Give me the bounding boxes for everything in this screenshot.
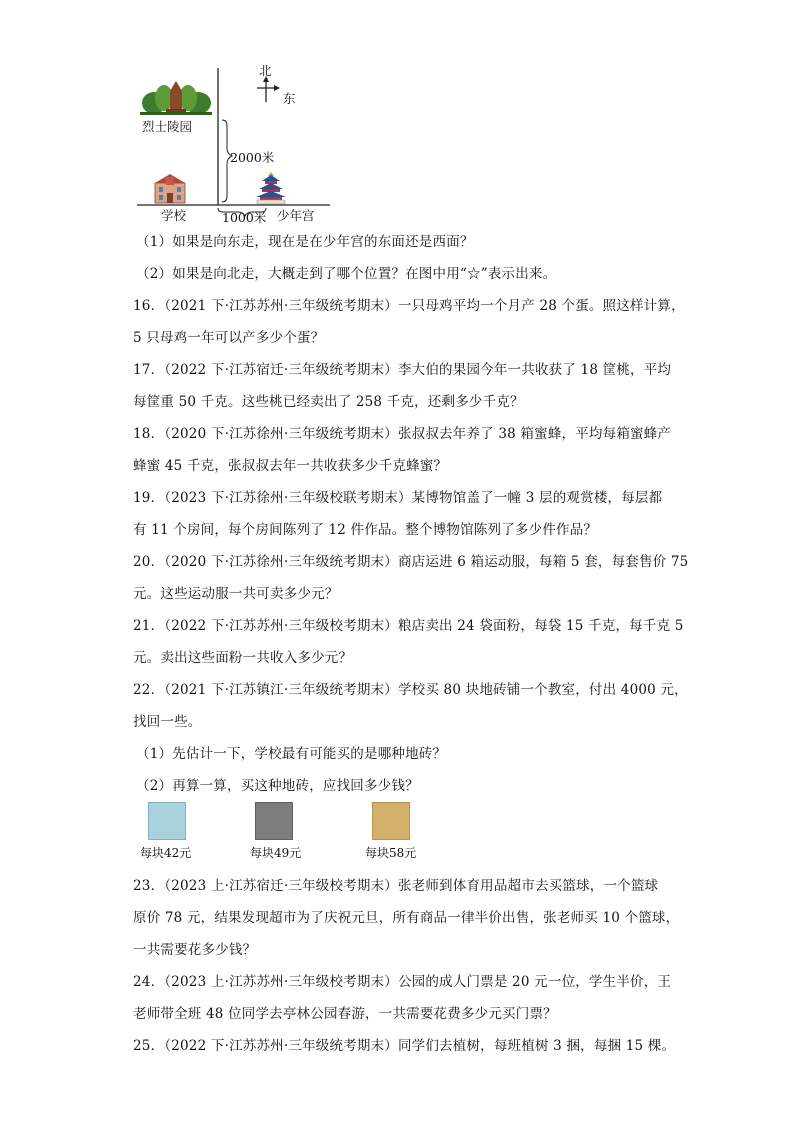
question-21-line2: 元。卖出这些面粉一共收入多少元？ (133, 650, 353, 666)
tile-swatch-58 (372, 802, 410, 840)
question-22-line2: 找回一些。 (133, 714, 202, 730)
question-17-line2: 每筐重 50 千克。这些桃已经卖出了 258 千克，还剩多少千克？ (133, 394, 524, 410)
school-label: 学校 (161, 208, 187, 223)
palace-label: 少年宫 (277, 208, 315, 223)
tile-swatch-42 (148, 802, 186, 840)
question-23-line3: 一共需要花多少钱？ (133, 942, 257, 958)
compass-east-label: 东 (283, 91, 296, 106)
question-15-part1: （1）如果是向东走，现在是在少年宫的东面还是西面？ (136, 234, 474, 250)
question-19-line2: 有 11 个房间，每个房间陈列了 12 件作品。整个博物馆陈列了多少件作品？ (133, 522, 598, 538)
question-25-line1: 25．（2022 下·江苏苏州·三年级统考期末）同学们去植树，每班植树 3 捆，每捆 15 棵。 (133, 1038, 676, 1054)
question-22-line1: 22．（2021 下·江苏镇江·三年级统考期末）学校买 80 块地砖铺一个教室，付出 4000 元， (133, 682, 688, 698)
tile-caption-49: 每块49元 (250, 846, 302, 860)
question-20-line1: 20．（2020 下·江苏徐州·三年级统考期末）商店运进 6 箱运动服，每箱 5 套，每套售价 75 (133, 554, 689, 570)
question-16-line2: 5 只母鸡一年可以产多少个蛋？ (133, 330, 325, 346)
question-24-line1: 24．（2023 上·江苏苏州·三年级校考期末）公园的成人门票是 20 元一位，学生半价，王 (133, 974, 672, 990)
question-19-line1: 19．（2023 下·江苏徐州·三年级校联考期末）某博物馆盖了一幢 3 层的观赏楼，每层都 (133, 490, 663, 506)
cemetery-label: 烈士陵园 (142, 119, 193, 134)
question-21-line1: 21．（2022 下·江苏苏州·三年级校考期末）粮店卖出 24 袋面粉，每袋 15 千克，每千克 5 (133, 618, 684, 634)
school-icon (153, 173, 187, 203)
distance-east-label: 1000米 (222, 210, 267, 225)
tile-caption-58: 每块58元 (365, 846, 417, 860)
question-22-part1: （1）先估计一下，学校最有可能买的是哪种地砖？ (136, 746, 447, 762)
question-16-line1: 16．（2021 下·江苏苏州·三年级统考期末）一只母鸡平均一个月产 28 个蛋。照这样计算， (133, 298, 685, 314)
question-22-part2: （2）再算一算，买这种地砖，应找回多少钱？ (136, 778, 419, 794)
question-18-line1: 18．（2020 下·江苏徐州·三年级统考期末）张叔叔去年养了 38 箱蜜蜂，平均每箱蜜蜂产 (133, 426, 672, 442)
map-roads (0, 0, 794, 240)
question-20-line2: 元。这些运动服一共可卖多少元？ (133, 586, 339, 602)
question-23-line2: 原价 78 元，结果发现超市为了庆祝元旦，所有商品一律半价出售，张老师买 10 个篮球， (133, 910, 680, 926)
question-18-line2: 蜂蜜 45 千克，张叔叔去年一共收获多少千克蜂蜜？ (133, 458, 448, 474)
question-23-line1: 23．（2023 上·江苏宿迁·三年级校考期末）张老师到体育用品超市去买篮球，一个篮球 (133, 878, 659, 894)
question-15-part2: （2）如果是向北走，大概走到了哪个位置？在图中用“☆”表示出来。 (136, 266, 557, 282)
question-24-line2: 老师带全班 48 位同学去亭林公园春游，一共需要花费多少元买门票？ (133, 1006, 557, 1022)
distance-north-label: 2000米 (230, 150, 275, 165)
cemetery-icon (140, 81, 212, 115)
compass-north-label: 北 (259, 63, 272, 78)
tile-swatch-49 (255, 802, 293, 840)
question-17-line1: 17．（2022 下·江苏宿迁·三年级统考期末）李大伯的果园今年一共收获了 18 筐桃，平均 (133, 362, 672, 378)
palace-icon (256, 172, 286, 204)
compass-icon (256, 76, 286, 106)
tile-caption-42: 每块42元 (140, 846, 192, 860)
